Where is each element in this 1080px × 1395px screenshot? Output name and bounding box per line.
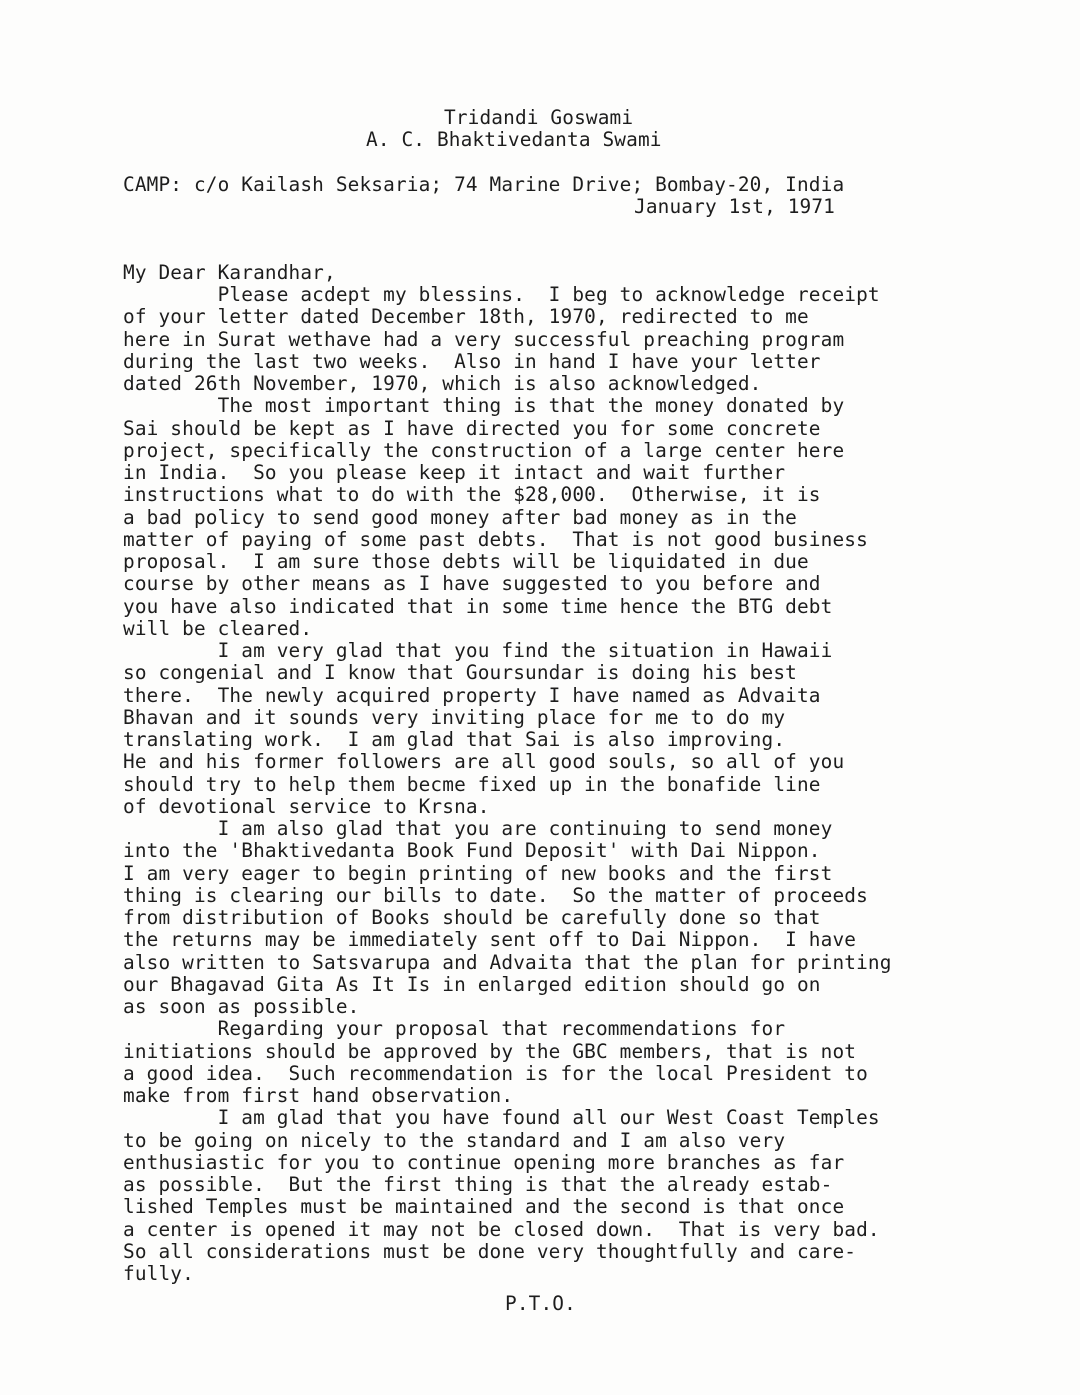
body-line: initiations should be approved by the GBC members, that is not <box>123 1039 857 1063</box>
letterhead-title: A. C. Bhaktivedanta Swami <box>366 128 662 151</box>
body-line: in India. So you please keep it intact and wait further <box>123 461 786 484</box>
body-line: you have also indicated that in some time hence the BTG debt <box>123 594 833 618</box>
camp-address: CAMP: c/o Kailash Seksaria; 74 Marine Drive; Bombay-20, India <box>123 173 845 196</box>
body-line: a good idea. Such recommendation is for the local President to <box>123 1061 868 1085</box>
body-line: a center is opened it may not be closed down. That is very bad. <box>123 1217 880 1241</box>
body-line: into the 'Bhaktivedanta Book Fund Deposit' with Dai Nippon. <box>123 839 821 863</box>
body-line: Please acdept my blessins. I beg to acknowledge receipt <box>123 283 880 306</box>
body-line: as possible. But the first thing is that the already estab- <box>123 1173 833 1196</box>
letter-header <box>0 0 1080 260</box>
body-line: matter of paying of some past debts. That is not good business <box>123 527 868 551</box>
body-line: fully. <box>123 1262 194 1285</box>
body-line: as soon as possible. <box>123 995 360 1018</box>
body-line: So all considerations must be done very thoughtfully and care- <box>123 1239 857 1263</box>
body-line: the returns may be immediately sent off to Dai Nippon. I have <box>123 928 857 952</box>
body-line: enthusiastic for you to continue opening more branches as far <box>123 1150 845 1174</box>
letterhead-name: Tridandi Goswami <box>444 106 634 129</box>
body-line: will be cleared. <box>123 616 313 640</box>
body-line: The most important thing is that the money donated by <box>123 394 845 418</box>
body-line: should try to help them becme fixed up in the bonafide line <box>123 772 821 796</box>
body-line: a bad policy to send good money after bad money as in the <box>123 505 797 529</box>
body-line: He and his former followers are all good souls, so all of you <box>123 750 845 774</box>
body-line: I am also glad that you are continuing to send money <box>123 817 833 840</box>
body-line: proposal. I am sure those debts will be liquidated in due <box>123 550 809 573</box>
body-line: thing is clearing our bills to date. So the matter of proceeds <box>123 883 868 907</box>
body-line: during the last two weeks. Also in hand I have your letter <box>123 349 821 373</box>
body-line: course by other means as I have suggested to you before and <box>123 572 821 596</box>
body-line: our Bhagavad Gita As It Is in enlarged edition should go on <box>123 972 821 996</box>
body-line: dated 26th November, 1970, which is also acknowledged. <box>123 372 762 395</box>
body-line: instructions what to do with the $28,000. Otherwise, it is <box>123 483 821 507</box>
body-line: I am very eager to begin printing of new books and the first <box>123 861 833 885</box>
body-line: translating work. I am glad that Sai is also improving. <box>123 728 786 751</box>
body-line: I am glad that you have found all our West Coast Temples <box>123 1106 880 1130</box>
body-line: so congenial and I know that Goursundar is doing his best <box>123 661 797 685</box>
letter-body <box>0 258 1080 1288</box>
body-line: lished Temples must be maintained and the second is that once <box>123 1195 845 1219</box>
body-line: make from first hand observation. <box>123 1084 514 1107</box>
body-line: Sai should be kept as I have directed you for some concrete <box>123 416 821 440</box>
body-line: of devotional service to Krsna. <box>123 794 490 818</box>
salutation: My Dear Karandhar, <box>123 261 336 284</box>
body-line: also written to Satsvarupa and Advaita that the plan for printing <box>123 950 892 974</box>
body-line: to be going on nicely to the standard and I am also very <box>123 1128 786 1152</box>
please-turn-over: P.T.O. <box>505 1292 576 1315</box>
body-line: Bhavan and it sounds very inviting place for me to do my <box>123 705 786 729</box>
body-line: Regarding your proposal that recommendations for <box>123 1017 786 1041</box>
body-line: I am very glad that you find the situation in Hawaii <box>123 639 833 662</box>
body-line: from distribution of Books should be carefully done so that <box>123 906 821 929</box>
body-line: here in Surat wethave had a very successful preaching program <box>123 327 845 351</box>
letter-date: January 1st, 1971 <box>634 195 836 218</box>
body-line: project, specifically the construction of a large center here <box>123 438 845 462</box>
body-line: there. The newly acquired property I have named as Advaita <box>123 683 821 707</box>
letter-footer <box>0 1290 1080 1330</box>
body-line: of your letter dated December 18th, 1970, redirected to me <box>123 305 809 329</box>
